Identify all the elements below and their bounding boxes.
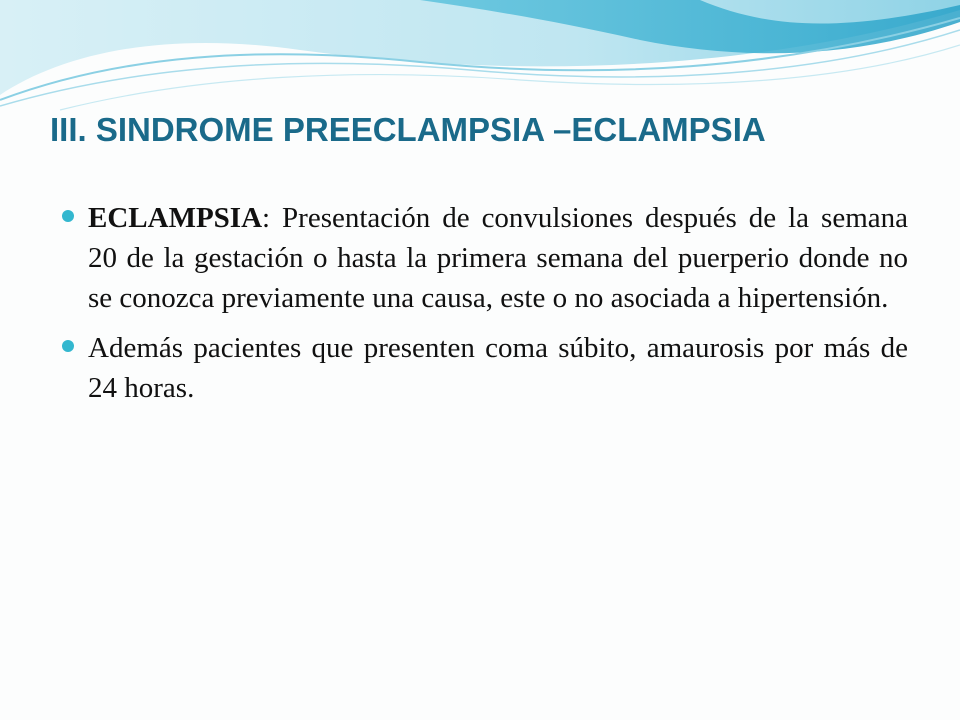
bullet-description: Además pacientes que presenten coma súbito, amaurosis por más de 24 horas. bbox=[88, 332, 908, 404]
bullet-term: ECLAMPSIA bbox=[88, 202, 263, 234]
bullet-item-eclampsia bbox=[62, 198, 908, 318]
bullet-text bbox=[88, 332, 908, 404]
bullet-dot-icon bbox=[62, 210, 74, 222]
bullet-text bbox=[88, 202, 908, 314]
bullet-item-ademas bbox=[62, 328, 908, 408]
bullet-list bbox=[62, 198, 908, 418]
bullet-description: : Presentación de convulsiones después de la semana 20 de la gestación o hasta la primera semana del puerperio donde no se conozca previamente una causa, este o no asociada a hipertensión. bbox=[88, 202, 908, 314]
slide-title: III. SINDROME PREECLAMPSIA –ECLAMPSIA bbox=[50, 111, 766, 148]
bullet-dot-icon bbox=[62, 340, 74, 352]
